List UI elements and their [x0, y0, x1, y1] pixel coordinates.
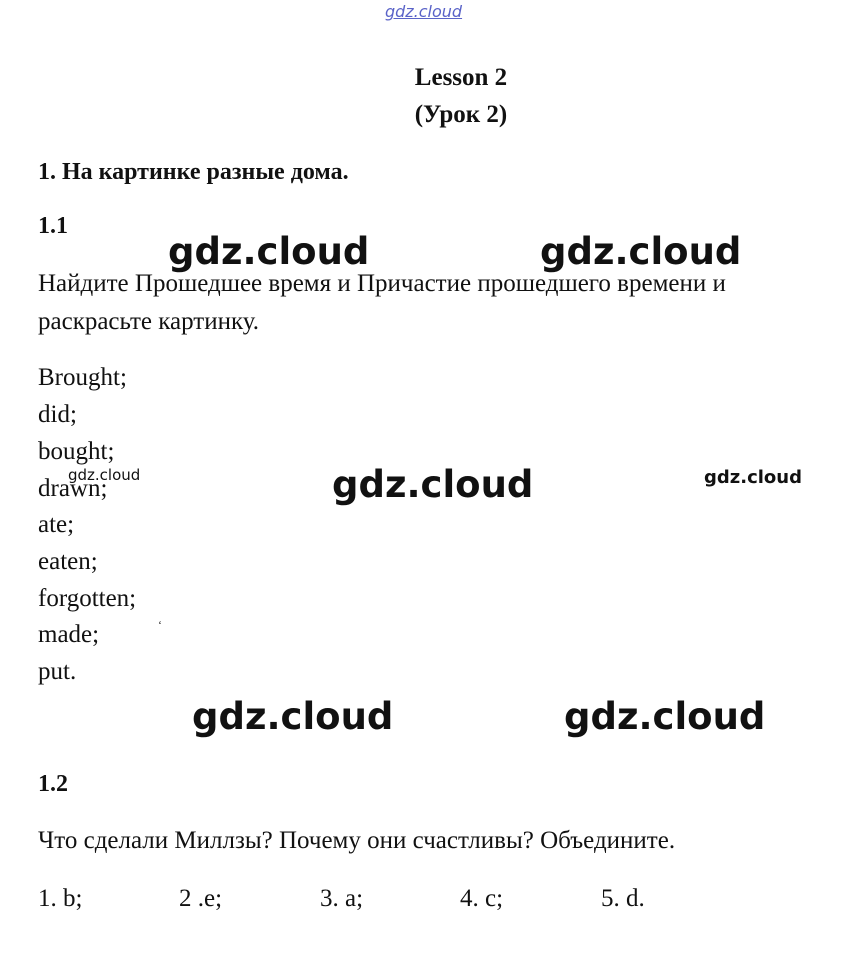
- watermark: gdz.cloud: [168, 230, 370, 273]
- word-item: bought;: [38, 438, 115, 465]
- watermark: gdz.cloud: [68, 466, 141, 484]
- word-item: ate;: [38, 511, 75, 538]
- instruction-line-1: Найдите Прошедшее время и Причастие прошедшего времени и: [38, 270, 726, 297]
- watermark: gdz.cloud: [332, 463, 534, 506]
- answer-item: 3. a;: [320, 885, 364, 912]
- instruction-line-2: раскрасьте картинку.: [38, 308, 260, 335]
- word-item: drawn;: [38, 475, 108, 502]
- stray-mark: ‘: [158, 618, 162, 632]
- word-item: forgotten;: [38, 585, 137, 612]
- task-1-1-heading: 1.1: [38, 213, 68, 239]
- word-item: put.: [38, 658, 77, 685]
- word-item: eaten;: [38, 548, 98, 575]
- word-item: made;: [38, 621, 100, 648]
- watermark: gdz.cloud: [704, 467, 802, 488]
- watermark: gdz.cloud: [540, 230, 742, 273]
- task-1-2-heading: 1.2: [38, 771, 68, 797]
- watermark: gdz.cloud: [192, 695, 394, 738]
- task-1-2-question: Что сделали Миллзы? Почему они счастливы? Объедините.: [38, 827, 676, 854]
- answer-item: 4. c;: [460, 885, 504, 912]
- watermark: gdz.cloud: [564, 695, 766, 738]
- answer-item: 2 .e;: [179, 885, 223, 912]
- answer-item: 5. d.: [601, 885, 645, 912]
- task-1-heading: 1. На картинке разные дома.: [38, 159, 349, 185]
- lesson-title: Lesson 2: [414, 64, 508, 91]
- answer-item: 1. b;: [38, 885, 83, 912]
- word-item: did;: [38, 401, 77, 428]
- word-item: Brought;: [38, 364, 127, 391]
- lesson-subtitle: (Урок 2): [414, 101, 508, 128]
- top-watermark: gdz.cloud: [384, 2, 463, 21]
